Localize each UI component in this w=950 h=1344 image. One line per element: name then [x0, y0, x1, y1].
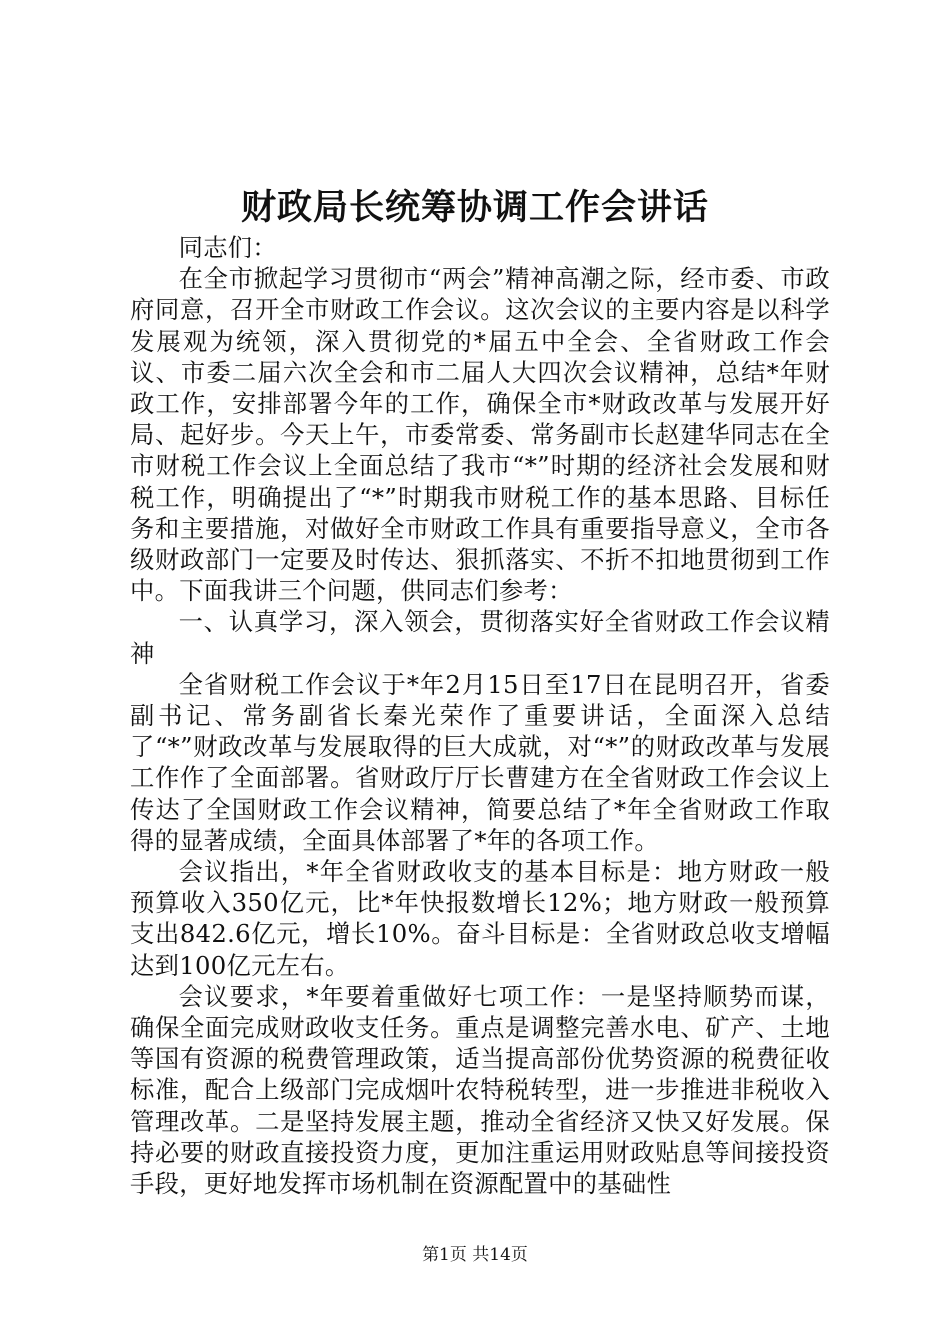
paragraph-provincial-meeting: 全省财税工作会议于*年2月15日至17日在昆明召开，省委副书记、常务副省长秦光荣作了重要讲话，全面深入总结了“*”财政改革与发展取得的巨大成就，对“*”的财政改革与发展工作作了全面部署。省财政厅厅长曹建方在全省财政工作会议上传达了全国财政工作会议精神，简要总结了*年全省财政工作取得的显著成绩，全面具体部署了*年的各项工作。	[130, 669, 830, 855]
document-title: 财政局长统筹协调工作会讲话	[240, 187, 709, 228]
page-footer: 第1页 共14页	[422, 1245, 528, 1265]
paragraph-meeting-targets: 会议指出，*年全省财政收支的基本目标是：地方财政一般预算收入350亿元，比*年快报数增长12%；地方财政一般预算支出842.6亿元，增长10%。奋斗目标是：全省财政总收支增幅达到100亿元左右。	[130, 857, 830, 980]
paragraph-meeting-requirements: 会议要求，*年要着重做好七项工作：一是坚持顺势而谋，确保全面完成财政收支任务。重点是调整完善水电、矿产、土地等国有资源的税费管理政策，适当提高部份优势资源的税费征收标准，配合上级部门完成烟叶农特税转型，进一步推进非税收入管理改革。二是坚持发展主题，推动全省经济又快又好发展。保持必要的财政直接投资力度，更加注重运用财政贴息等间接投资手段，更好地发挥市场机制在资源配置中的基础性	[130, 981, 830, 1199]
paragraph-intro: 在全市掀起学习贯彻市“两会”精神高潮之际，经市委、市政府同意，召开全市财政工作会议。这次会议的主要内容是以科学发展观为统领，深入贯彻党的*届五中全会、全省财政工作会议、市委二届六次全会和市二届人大四次会议精神，总结*年财政工作，安排部署今年的工作，确保全市*财政改革与发展开好局、起好步。今天上午，市委常委、常务副市长赵建华同志在全市财税工作会议上全面总结了我市“*”时期的经济社会发展和财税工作，明确提出了“*”时期我市财税工作的基本思路、目标任务和主要措施，对做好全市财政工作具有重要指导意义，全市各级财政部门一定要及时传达、狠抓落实、不折不扣地贯彻到工作中。下面我讲三个问题，供同志们参考：	[130, 264, 830, 606]
document-body	[130, 232, 830, 1199]
paragraph-salutation: 同志们：	[178, 233, 277, 262]
section-heading-1: 一、认真学习，深入领会，贯彻落实好全省财政工作会议精神	[130, 607, 830, 668]
